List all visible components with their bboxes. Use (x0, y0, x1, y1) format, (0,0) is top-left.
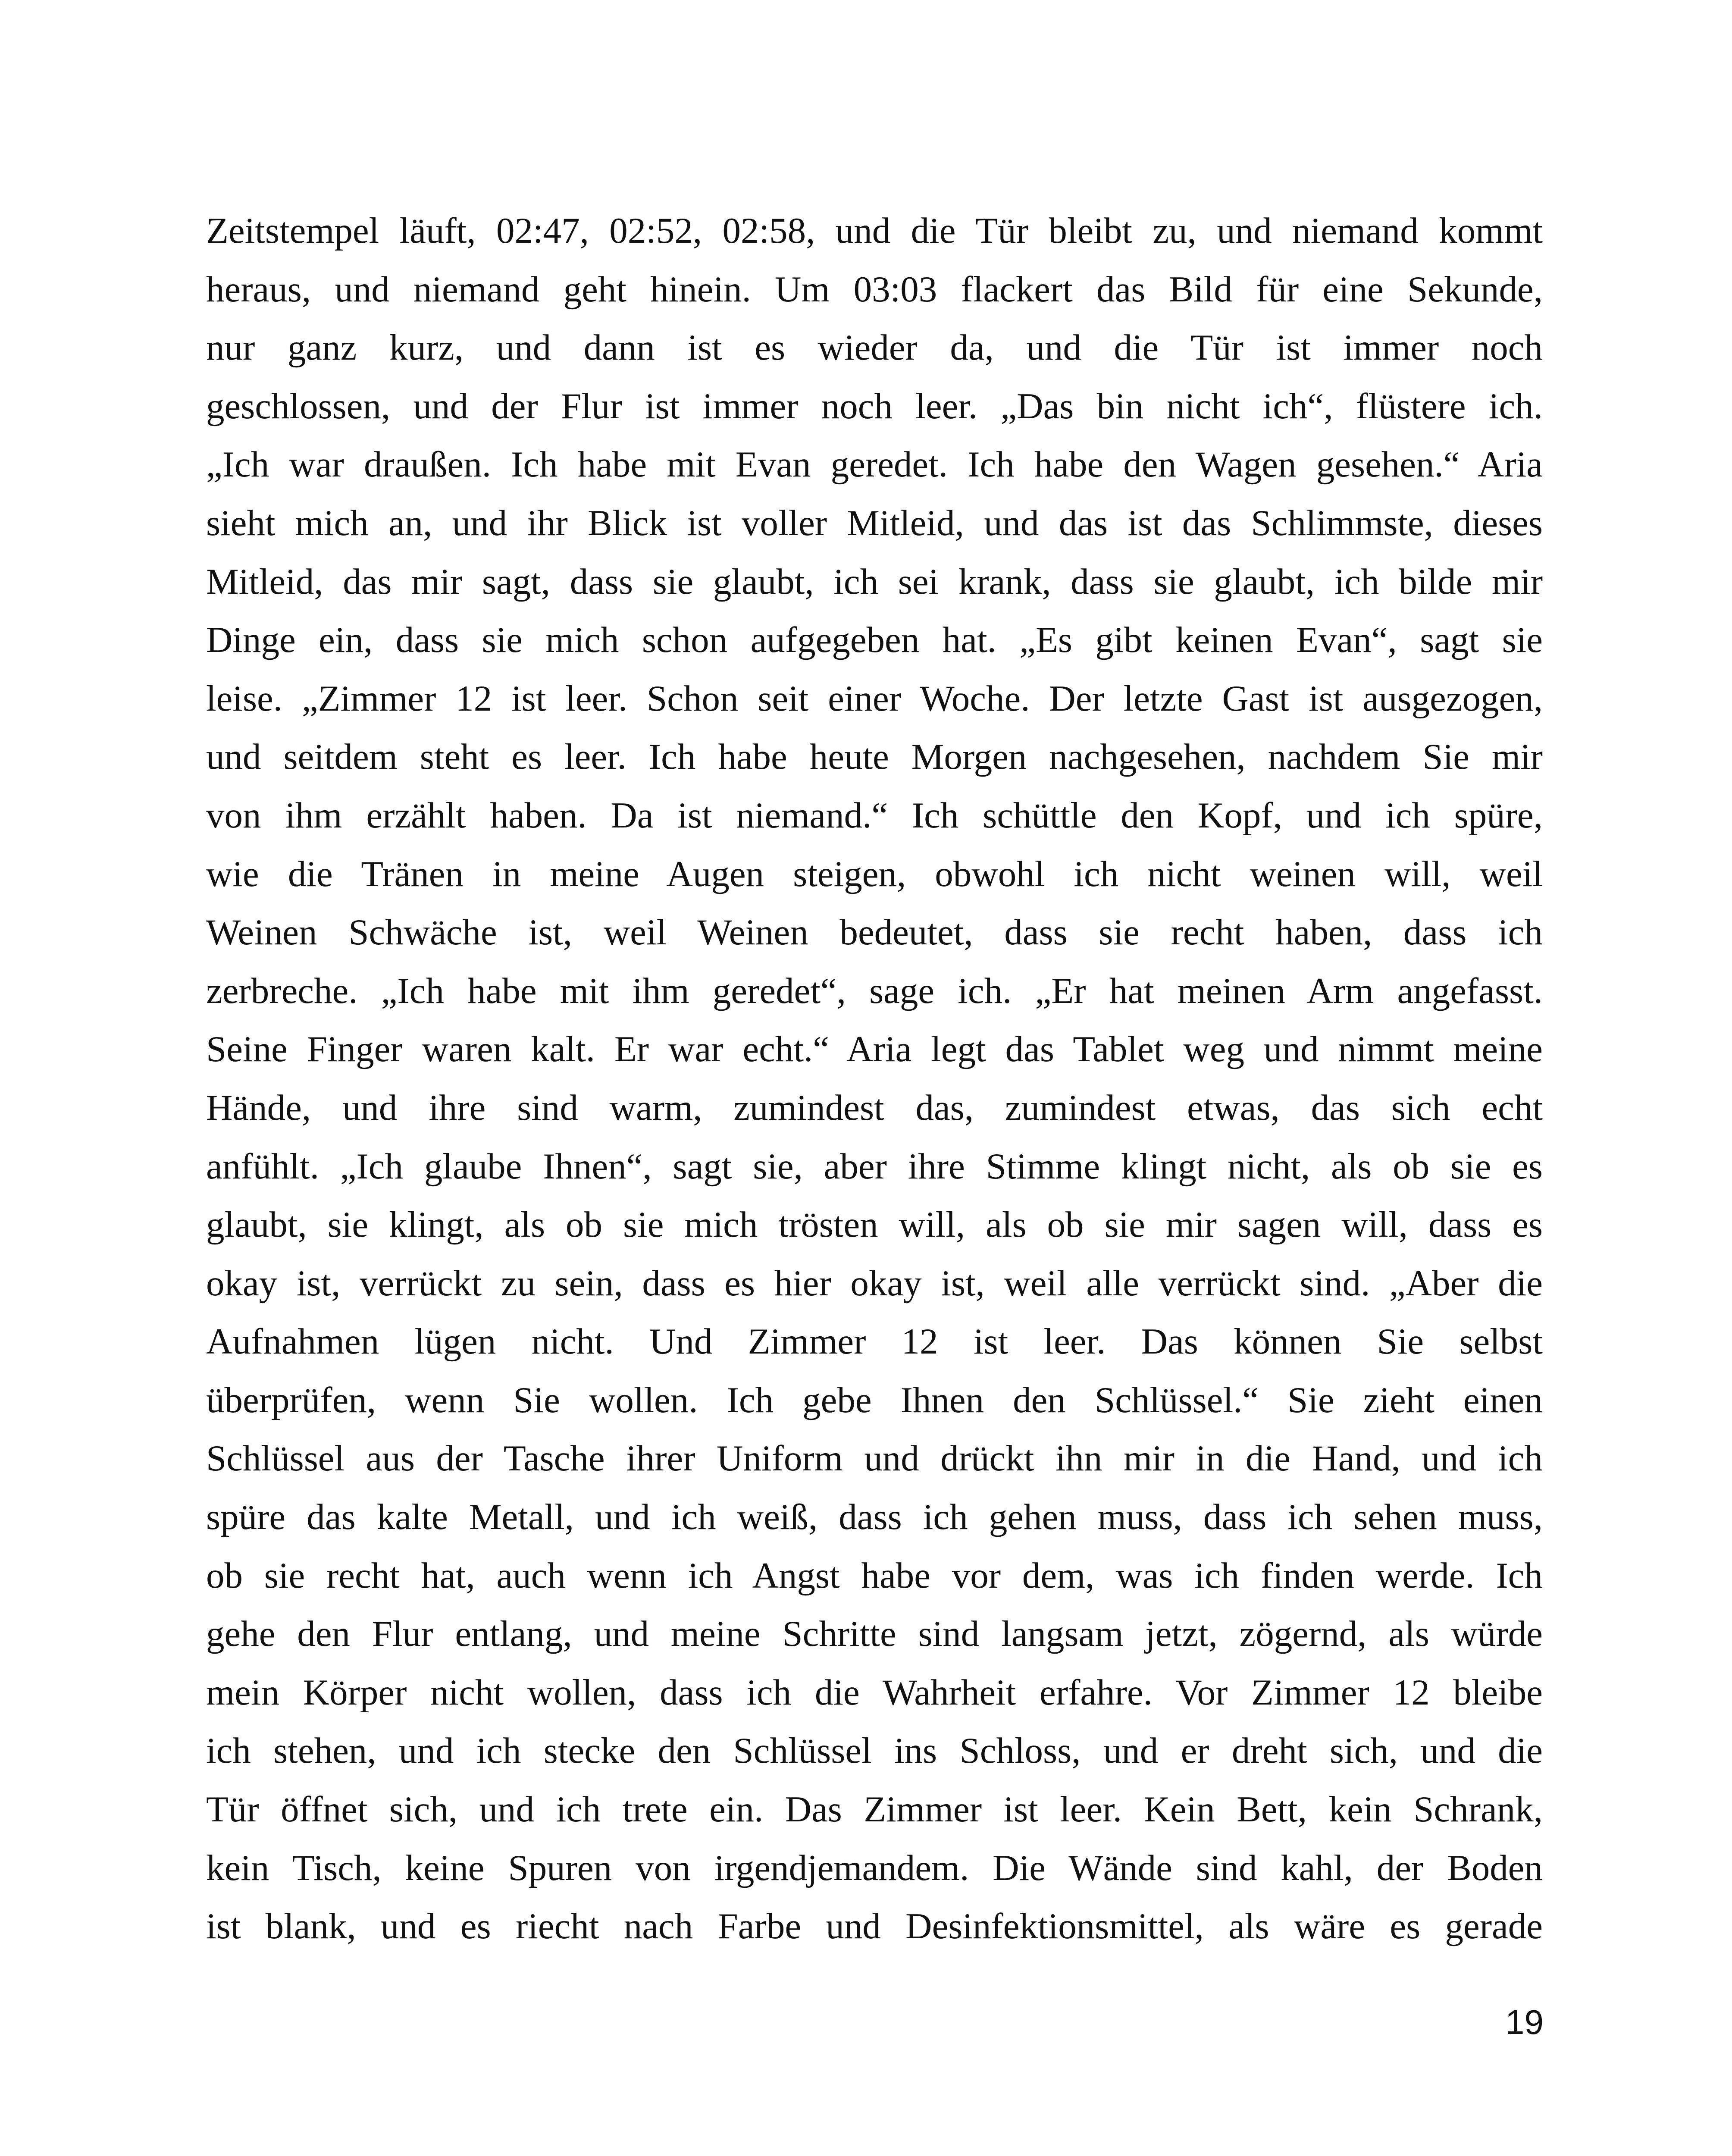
text-line: Dinge ein, dass sie mich schon aufgegeben hat. „Es gibt keinen Evan“, sagt sie (206, 620, 1543, 661)
text-line: von ihm erzählt haben. Da ist niemand.“ Ich schüttle den Kopf, und ich spüre, (206, 795, 1543, 836)
text-line: leise. „Zimmer 12 ist leer. Schon seit einer Woche. Der letzte Gast ist ausgezogen, (206, 678, 1543, 719)
text-line: zerbreche. „Ich habe mit ihm geredet“, sage ich. „Er hat meinen Arm angefasst. (206, 970, 1543, 1011)
text-line: ich stehen, und ich stecke den Schlüssel ins Schloss, und er dreht sich, und die (206, 1730, 1543, 1771)
text-line: Mitleid, das mir sagt, dass sie glaubt, ich sei krank, dass sie glaubt, ich bilde mir (206, 561, 1543, 602)
text-line: Weinen Schwäche ist, weil Weinen bedeutet, dass sie recht haben, dass ich (206, 912, 1543, 953)
text-line: ob sie recht hat, auch wenn ich Angst habe vor dem, was ich finden werde. Ich (206, 1555, 1543, 1596)
text-line: Aufnahmen lügen nicht. Und Zimmer 12 ist leer. Das können Sie selbst (206, 1321, 1543, 1362)
text-line: und seitdem steht es leer. Ich habe heute Morgen nachgesehen, nachdem Sie mir (206, 736, 1543, 777)
text-line: Schlüssel aus der Tasche ihrer Uniform und drückt ihn mir in die Hand, und ich (206, 1438, 1543, 1479)
text-line: überprüfen, wenn Sie wollen. Ich gebe Ihnen den Schlüssel.“ Sie zieht einen (206, 1379, 1543, 1420)
text-line: heraus, und niemand geht hinein. Um 03:03 flackert das Bild für eine Sekunde, (206, 269, 1543, 310)
text-line: gehe den Flur entlang, und meine Schritte sind langsam jetzt, zögernd, als würde (206, 1614, 1543, 1655)
text-line: Hände, und ihre sind warm, zumindest das, zumindest etwas, das sich echt (206, 1087, 1543, 1128)
text-line: kein Tisch, keine Spuren von irgendjemandem. Die Wände sind kahl, der Boden (206, 1847, 1543, 1888)
text-line: geschlossen, und der Flur ist immer noch leer. „Das bin nicht ich“, flüstere ich. (206, 385, 1543, 426)
text-line: ist blank, und es riecht nach Farbe und Desinfektionsmittel, als wäre es gerade (206, 1906, 1543, 1947)
text-line: anfühlt. „Ich glaube Ihnen“, sagt sie, aber ihre Stimme klingt nicht, als ob sie es (206, 1146, 1543, 1187)
text-line: nur ganz kurz, und dann ist es wieder da, und die Tür ist immer noch (206, 327, 1543, 368)
text-line: sieht mich an, und ihr Blick ist voller Mitleid, und das ist das Schlimmste, dieses (206, 502, 1543, 543)
text-line: okay ist, verrückt zu sein, dass es hier okay ist, weil alle verrückt sind. „Aber die (206, 1263, 1543, 1304)
body-text (206, 202, 1543, 1956)
text-line: Seine Finger waren kalt. Er war echt.“ Aria legt das Tablet weg und nimmt meine (206, 1029, 1543, 1070)
text-line: wie die Tränen in meine Augen steigen, obwohl ich nicht weinen will, weil (206, 853, 1543, 894)
text-line: spüre das kalte Metall, und ich weiß, dass ich gehen muss, dass ich sehen muss, (206, 1497, 1543, 1538)
text-line: glaubt, sie klingt, als ob sie mich trösten will, als ob sie mir sagen will, dass es (206, 1204, 1543, 1245)
text-line: Tür öffnet sich, und ich trete ein. Das Zimmer ist leer. Kein Bett, kein Schrank, (206, 1789, 1543, 1830)
text-line: mein Körper nicht wollen, dass ich die Wahrheit erfahre. Vor Zimmer 12 bleibe (206, 1672, 1543, 1713)
page-number: 19 (1505, 2003, 1544, 2041)
text-line: „Ich war draußen. Ich habe mit Evan geredet. Ich habe den Wagen gesehen.“ Aria (206, 444, 1543, 485)
text-line: Zeitstempel läuft, 02:47, 02:52, 02:58, und die Tür bleibt zu, und niemand kommt (206, 210, 1543, 251)
